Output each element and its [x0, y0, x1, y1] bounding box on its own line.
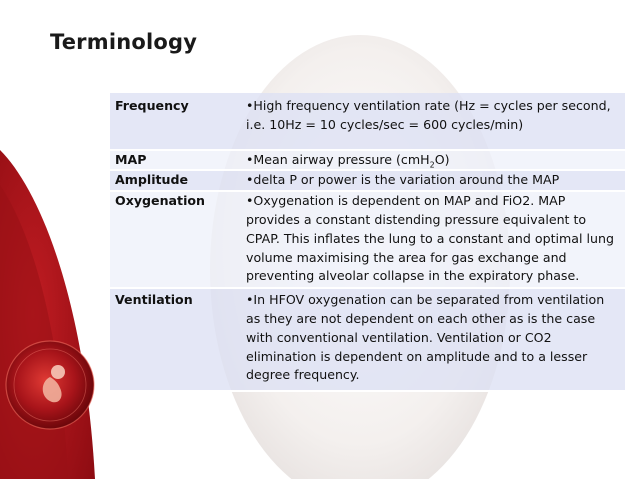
definition-text: O)	[434, 151, 450, 167]
term-label: Amplitude	[110, 170, 243, 191]
slide-title: Terminology	[50, 30, 198, 54]
term-definition	[243, 150, 625, 171]
table-row	[110, 93, 625, 150]
table-row	[110, 191, 625, 288]
term-definition: •delta P or power is the variation around the MAP	[243, 170, 625, 191]
definition-text: •Mean airway pressure (cmH	[246, 151, 430, 167]
terminology-table	[110, 93, 625, 392]
term-label: MAP	[110, 150, 243, 171]
term-label: Oxygenation	[110, 191, 243, 288]
table-row	[110, 170, 625, 191]
table-row	[110, 288, 625, 391]
term-definition: •Oxygenation is dependent on MAP and FiO2. MAP provides a constant distending pressure equivalent to CPAP. This inflates the lung to a constant and optimal lung volume maximising the area for gas exchange and preventing alveolar collapse in the expiratory phase.	[243, 191, 625, 288]
term-label: Ventilation	[110, 288, 243, 391]
term-definition: •In HFOV oxygenation can be separated from ventilation as they are not dependent on each other as is the case with conventional ventilation. Ventilation or CO2 elimination is dependent on amplitude and to a lesser degree frequency.	[243, 288, 625, 391]
term-label: Frequency	[110, 93, 243, 150]
table-row	[110, 150, 625, 171]
term-definition: •High frequency ventilation rate (Hz = cycles per second, i.e. 10Hz = 10 cycles/sec = 600 cycles/min)	[243, 93, 625, 150]
subscript-text: 2	[429, 160, 435, 170]
